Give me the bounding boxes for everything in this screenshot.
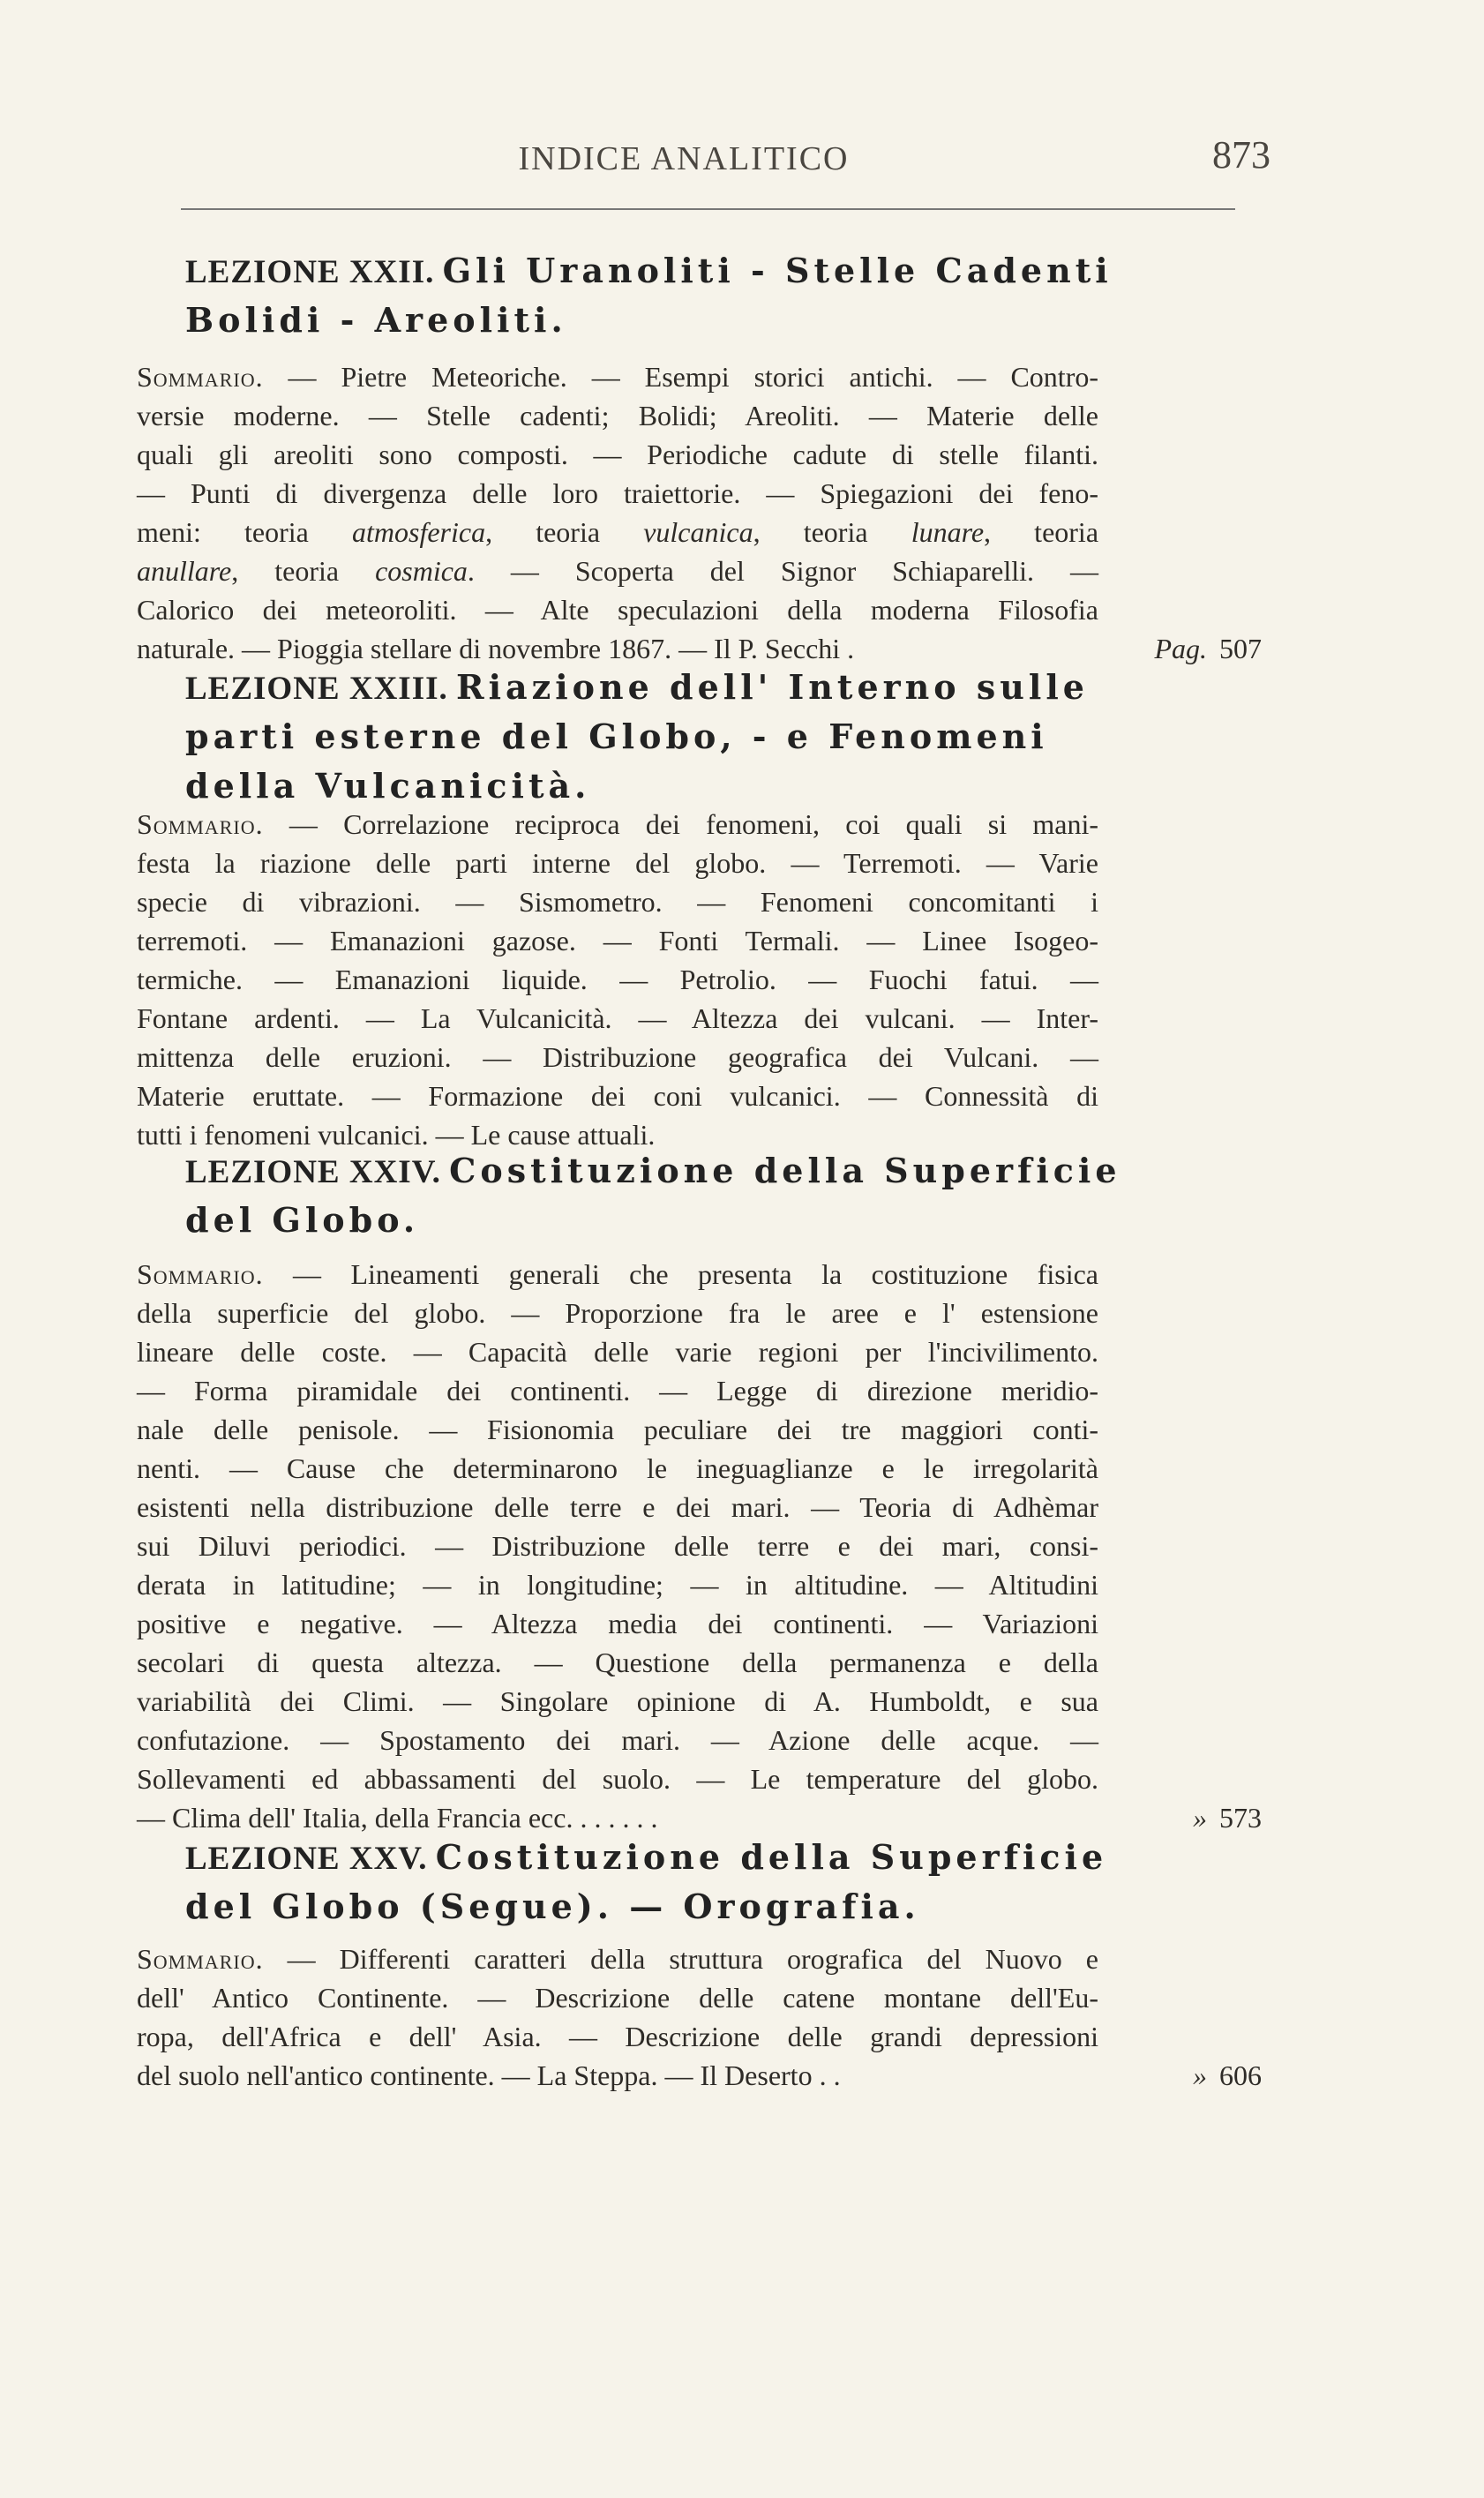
italic-term: cosmica — [375, 555, 468, 587]
summary-line: Materie eruttate. — Formazione dei coni vulcanici. — Connessità di — [137, 1080, 1098, 1112]
lesson-heading — [185, 1147, 1156, 1246]
summary-line: dell' Antico Continente. — Descrizione delle catene montane dell'Eu- — [137, 1982, 1098, 2014]
summary-line: mittenza delle eruzioni. — Distribuzione geografica dei Vulcani. — — [137, 1041, 1098, 1073]
summary-line — [137, 357, 1098, 396]
italic-term: anullare — [137, 555, 232, 587]
page-reference — [1129, 1798, 1262, 1837]
summary-line — [137, 805, 1098, 844]
lesson-title-line: del Globo. — [185, 1200, 420, 1240]
italic-term: vulcanica — [643, 516, 753, 548]
header-rule — [181, 208, 1235, 210]
summary-label: Sommario. — [137, 808, 264, 840]
summary-line: sui Diluvi periodici. — Distribuzione delle terre e dei mari, consi- — [137, 1530, 1098, 1562]
summary-line: confutazione. — Spostamento dei mari. — Azione delle acque. — — [137, 1724, 1098, 1756]
summary-line: lineare delle coste. — Capacità delle varie regioni per l'incivilimento. — [137, 1336, 1098, 1368]
summary-label: Sommario. — [137, 1943, 264, 1975]
lesson-number: LEZIONE XXIII. — [185, 671, 448, 707]
summary-text: — Differenti caratteri della struttura orografica del Nuovo e — [287, 1943, 1099, 1975]
page-ref-number: 606 — [1219, 2059, 1262, 2091]
summary-line — [137, 1939, 1098, 1978]
lesson-heading — [185, 1834, 1156, 1932]
summary-line: specie di vibrazioni. — Sismometro. — Fenomeni concomitanti i — [137, 886, 1098, 918]
page-ref-label: » — [1193, 2059, 1207, 2091]
summary-line: tutti i fenomeni vulcanici. — Le cause attuali. — [137, 1119, 656, 1151]
lesson-number: LEZIONE XXV. — [185, 1841, 428, 1877]
summary-text: — Correlazione reciproca dei fenomeni, coi quali si mani- — [289, 808, 1099, 840]
summary-label: Sommario. — [137, 361, 264, 393]
summary-line: naturale. — Pioggia stellare di novembre 1867. — Il P. Secchi . — [137, 633, 855, 664]
summary-line: termiche. — Emanazioni liquide. — Petrolio. — Fuochi fatui. — — [137, 964, 1098, 995]
lesson-title-line: Riazione dell' Interno sulle — [456, 667, 1089, 707]
summary-line: quali gli areoliti sono composti. — Periodiche cadute di stelle filanti. — [137, 439, 1098, 470]
summary-line: anullare, teoria cosmica. — Scoperta del Signor Schiaparelli. — — [137, 555, 1099, 587]
summary-line: esistenti nella distribuzione delle terre e dei mari. — Teoria di Adhèmar — [137, 1491, 1098, 1523]
page-ref-number: 573 — [1219, 1802, 1262, 1834]
lesson-number: LEZIONE XXII. — [185, 254, 435, 290]
summary-line: secolari di questa altezza. — Questione della permanenza e della — [137, 1647, 1098, 1678]
lesson-title-line: Costituzione della Superficie — [435, 1837, 1108, 1877]
summary-line: Sollevamenti ed abbassamenti del suolo. — Le temperature del globo. — [137, 1763, 1098, 1795]
page-number: 873 — [1212, 133, 1270, 176]
lesson-heading — [185, 247, 1156, 346]
page-ref-label: Pag. — [1154, 633, 1207, 664]
summary-line: meni: teoria atmosferica, teoria vulcanica, teoria lunare, teoria — [137, 516, 1099, 548]
summary-line — [137, 1255, 1098, 1294]
summary-line: — Forma piramidale dei continenti. — Legge di direzione meridio- — [137, 1375, 1098, 1407]
page-reference — [1129, 629, 1262, 668]
summary-line: Calorico dei meteoroliti. — Alte speculazioni della moderna Filosofia — [137, 594, 1098, 626]
italic-term: atmosferica — [351, 516, 486, 548]
summary-line: terremoti. — Emanazioni gazose. — Fonti Termali. — Linee Isogeo- — [137, 925, 1098, 956]
summary-line: ropa, dell'Africa e dell' Asia. — Descrizione delle grandi depressioni — [137, 2021, 1098, 2052]
summary-line: derata in latitudine; — in longitudine; — in altitudine. — Altitudini — [137, 1569, 1098, 1601]
page-ref-number: 507 — [1219, 633, 1262, 664]
page-reference — [1129, 2056, 1262, 2095]
lesson-title-line: della Vulcanicità. — [185, 766, 591, 806]
summary-line: del suolo nell'antico continente. — La Steppa. — Il Deserto . . — [137, 2059, 841, 2091]
running-head: INDICE ANALITICO — [518, 140, 850, 177]
summary-line: Fontane ardenti. — La Vulcanicità. — Altezza dei vulcani. — Inter- — [137, 1002, 1098, 1034]
lesson-number: LEZIONE XXIV. — [185, 1154, 441, 1190]
lesson-title-line: Costituzione della Superficie — [449, 1151, 1121, 1190]
lesson-title-line: Gli Uranoliti - Stelle Cadenti — [442, 251, 1113, 290]
italic-term: lunare — [911, 516, 985, 548]
lesson-heading — [185, 664, 1156, 812]
lesson-title-line: parti esterne del Globo, - e Fenomeni — [185, 716, 1048, 756]
lesson-title-line: Bolidi - Areoliti. — [185, 300, 567, 340]
summary-line: nenti. — Cause che determinarono le ineguaglianze e le irregolarità — [137, 1452, 1098, 1484]
summary-label: Sommario. — [137, 1258, 264, 1290]
summary-line: nale delle penisole. — Fisionomia peculiare dei tre maggiori conti- — [137, 1414, 1098, 1445]
summary-text: — Pietre Meteoriche. — Esempi storici antichi. — Contro- — [288, 361, 1099, 393]
lesson-title-line: del Globo (Segue). — Orografia. — [185, 1887, 920, 1926]
summary-line: della superficie del globo. — Proporzione fra le aree e l' estensione — [137, 1297, 1098, 1329]
summary-line: festa la riazione delle parti interne del globo. — Terremoti. — Varie — [137, 847, 1098, 879]
summary-line: positive e negative. — Altezza media dei continenti. — Variazioni — [137, 1608, 1098, 1639]
summary-line: — Clima dell' Italia, della Francia ecc. . . . . . . — [137, 1802, 658, 1834]
summary-line: — Punti di divergenza delle loro traiettorie. — Spiegazioni dei feno- — [137, 477, 1098, 509]
page-ref-label: » — [1193, 1802, 1207, 1834]
summary-line: variabilità dei Climi. — Singolare opinione di A. Humboldt, e sua — [137, 1685, 1098, 1717]
summary-line: versie moderne. — Stelle cadenti; Bolidi; Areoliti. — Materie delle — [137, 400, 1098, 431]
summary-text: — Lineamenti generali che presenta la costituzione fisica — [293, 1258, 1099, 1290]
